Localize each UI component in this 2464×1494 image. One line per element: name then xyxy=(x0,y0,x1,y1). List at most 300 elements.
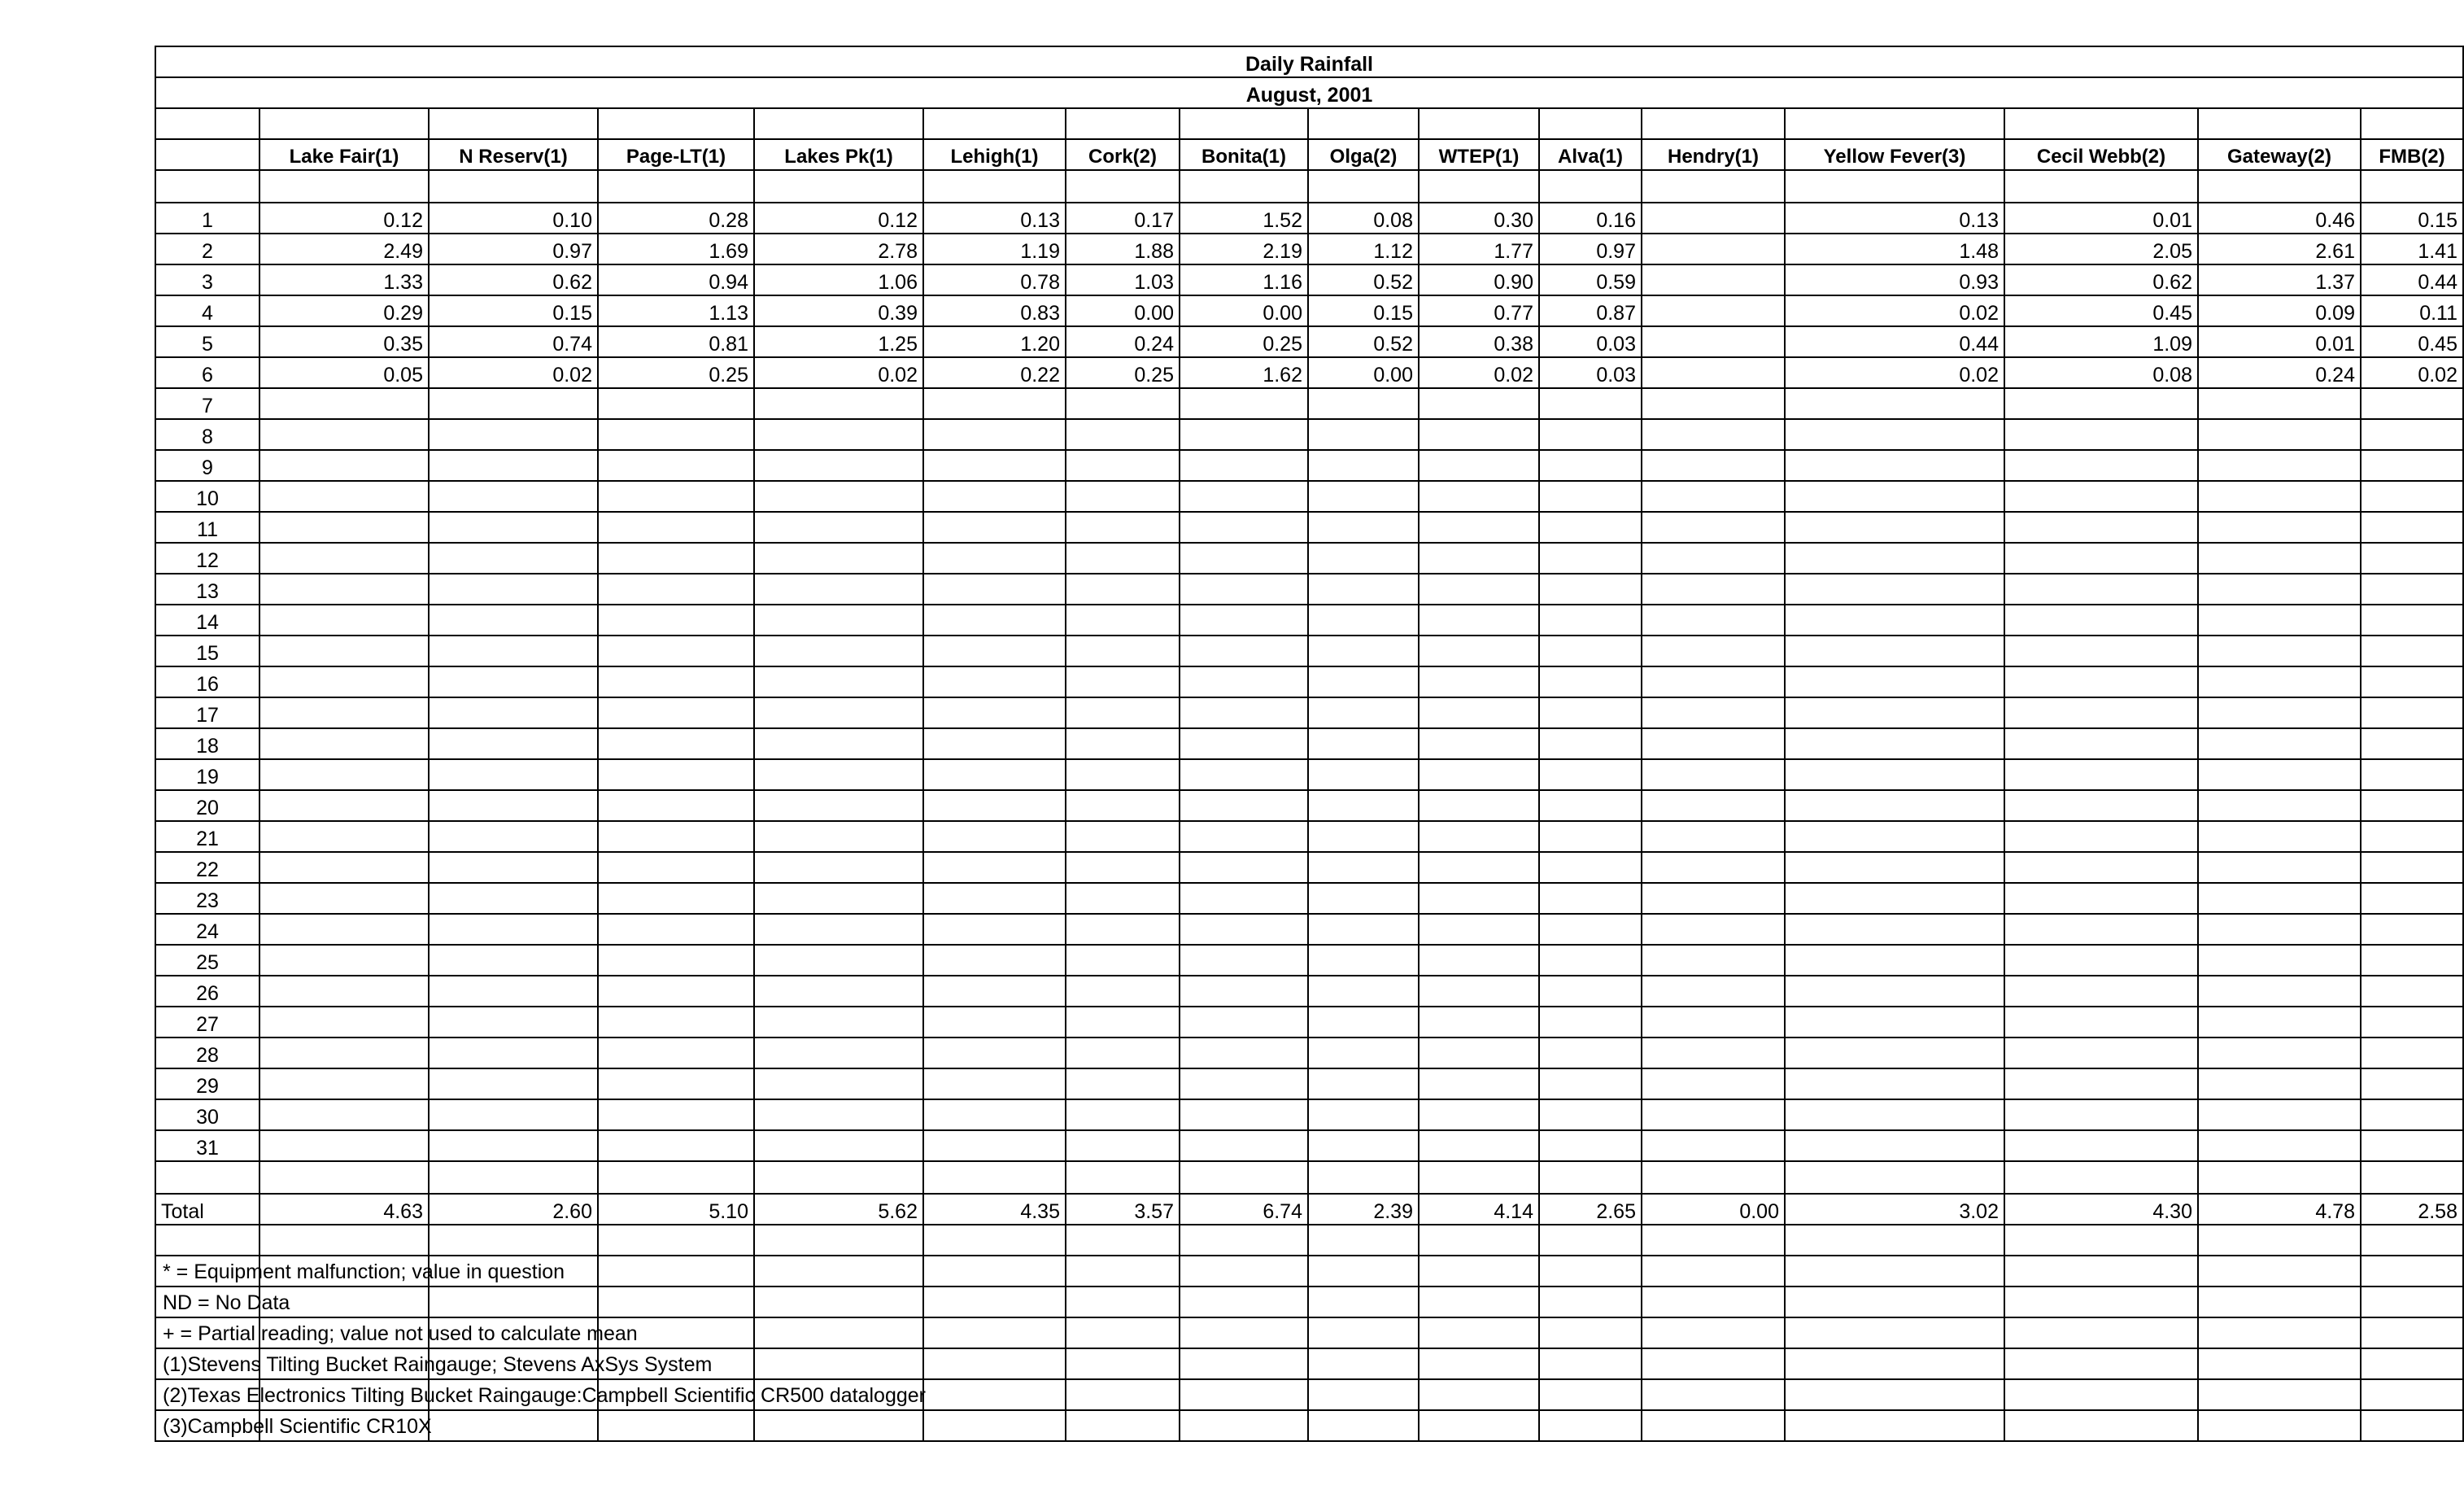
empty-cell[interactable] xyxy=(1419,419,1539,450)
empty-cell[interactable] xyxy=(1066,388,1180,419)
empty-cell[interactable] xyxy=(1539,636,1642,666)
empty-cell[interactable] xyxy=(1539,883,1642,914)
empty-cell[interactable] xyxy=(1785,790,2004,821)
empty-cell[interactable] xyxy=(754,419,923,450)
empty-cell[interactable] xyxy=(1308,1225,1419,1256)
empty-cell[interactable] xyxy=(155,1161,259,1194)
empty-cell[interactable] xyxy=(1642,1317,1785,1348)
empty-cell[interactable] xyxy=(754,1007,923,1038)
empty-cell[interactable] xyxy=(754,1317,923,1348)
empty-cell[interactable] xyxy=(1785,759,2004,790)
empty-cell[interactable] xyxy=(1308,728,1419,759)
empty-cell[interactable] xyxy=(1419,883,1539,914)
empty-cell[interactable] xyxy=(754,697,923,728)
empty-cell[interactable] xyxy=(1308,636,1419,666)
empty-cell[interactable] xyxy=(923,170,1066,203)
empty-cell[interactable] xyxy=(1308,976,1419,1007)
empty-cell[interactable] xyxy=(2198,543,2361,574)
rainfall-value[interactable]: 0.08 xyxy=(1308,203,1419,234)
column-header[interactable]: Bonita(1) xyxy=(1180,139,1308,170)
empty-cell[interactable] xyxy=(2361,821,2463,852)
rainfall-value[interactable]: 0.45 xyxy=(2361,326,2463,357)
empty-cell[interactable] xyxy=(2198,1161,2361,1194)
empty-cell[interactable] xyxy=(1180,1256,1308,1286)
rainfall-value[interactable]: 0.13 xyxy=(923,203,1066,234)
empty-cell[interactable] xyxy=(1419,1348,1539,1379)
empty-cell[interactable] xyxy=(429,388,598,419)
rainfall-value[interactable]: 1.13 xyxy=(598,295,754,326)
empty-cell[interactable] xyxy=(598,388,754,419)
empty-cell[interactable] xyxy=(1539,1038,1642,1068)
empty-cell[interactable] xyxy=(598,1225,754,1256)
rainfall-value[interactable]: 1.69 xyxy=(598,234,754,264)
empty-cell[interactable] xyxy=(1642,170,1785,203)
empty-cell[interactable] xyxy=(923,1038,1066,1068)
empty-cell[interactable] xyxy=(598,1007,754,1038)
day-number[interactable]: 2 xyxy=(155,234,259,264)
total-value[interactable]: 2.60 xyxy=(429,1194,598,1225)
rainfall-value[interactable]: 0.38 xyxy=(1419,326,1539,357)
rainfall-value[interactable]: 2.78 xyxy=(754,234,923,264)
empty-cell[interactable] xyxy=(2004,450,2198,481)
empty-cell[interactable] xyxy=(1539,543,1642,574)
empty-cell[interactable] xyxy=(2004,1410,2198,1441)
rainfall-value[interactable]: 1.06 xyxy=(754,264,923,295)
empty-cell[interactable] xyxy=(1180,1410,1308,1441)
empty-cell[interactable] xyxy=(155,139,259,170)
footnote-cell[interactable] xyxy=(155,1348,713,1379)
empty-cell[interactable] xyxy=(1180,666,1308,697)
empty-cell[interactable] xyxy=(1180,636,1308,666)
empty-cell[interactable] xyxy=(598,512,754,543)
empty-cell[interactable] xyxy=(429,1410,598,1441)
empty-cell[interactable] xyxy=(1419,1256,1539,1286)
empty-cell[interactable] xyxy=(259,543,429,574)
empty-cell[interactable] xyxy=(1308,914,1419,945)
rainfall-value[interactable]: 0.25 xyxy=(598,357,754,388)
empty-cell[interactable] xyxy=(1180,883,1308,914)
empty-cell[interactable] xyxy=(1308,821,1419,852)
empty-cell[interactable] xyxy=(2004,170,2198,203)
table-subtitle[interactable]: August, 2001 xyxy=(155,77,2463,108)
empty-cell[interactable] xyxy=(1066,1007,1180,1038)
empty-cell[interactable] xyxy=(259,945,429,976)
empty-cell[interactable] xyxy=(2004,666,2198,697)
empty-cell[interactable] xyxy=(1180,543,1308,574)
day-number[interactable]: 5 xyxy=(155,326,259,357)
rainfall-value[interactable]: 0.11 xyxy=(2361,295,2463,326)
empty-cell[interactable] xyxy=(2198,388,2361,419)
empty-cell[interactable] xyxy=(754,790,923,821)
empty-cell[interactable] xyxy=(429,1099,598,1130)
empty-cell[interactable] xyxy=(1642,636,1785,666)
empty-cell[interactable] xyxy=(1539,852,1642,883)
empty-cell[interactable] xyxy=(923,1286,1066,1317)
total-value[interactable]: 3.57 xyxy=(1066,1194,1180,1225)
empty-cell[interactable] xyxy=(2004,945,2198,976)
empty-cell[interactable] xyxy=(2361,481,2463,512)
rainfall-value[interactable]: 1.48 xyxy=(1785,234,2004,264)
empty-cell[interactable] xyxy=(1785,976,2004,1007)
empty-cell[interactable] xyxy=(1419,1379,1539,1410)
empty-cell[interactable] xyxy=(2198,481,2361,512)
empty-cell[interactable] xyxy=(2198,1256,2361,1286)
empty-cell[interactable] xyxy=(1642,666,1785,697)
total-value[interactable]: 3.02 xyxy=(1785,1194,2004,1225)
empty-cell[interactable] xyxy=(2361,388,2463,419)
empty-cell[interactable] xyxy=(1419,1225,1539,1256)
empty-cell[interactable] xyxy=(1308,697,1419,728)
empty-cell[interactable] xyxy=(2198,821,2361,852)
empty-cell[interactable] xyxy=(754,1068,923,1099)
empty-cell[interactable] xyxy=(1308,790,1419,821)
rainfall-value[interactable]: 2.05 xyxy=(2004,234,2198,264)
empty-cell[interactable] xyxy=(1308,1286,1419,1317)
empty-cell[interactable] xyxy=(2361,1379,2463,1410)
empty-cell[interactable] xyxy=(1539,945,1642,976)
empty-cell[interactable] xyxy=(1308,481,1419,512)
footnote-cell[interactable] xyxy=(155,1256,565,1286)
empty-cell[interactable] xyxy=(923,1130,1066,1161)
empty-cell[interactable] xyxy=(1066,450,1180,481)
empty-cell[interactable] xyxy=(754,636,923,666)
empty-cell[interactable] xyxy=(1308,450,1419,481)
empty-cell[interactable] xyxy=(2361,883,2463,914)
rainfall-value[interactable]: 1.03 xyxy=(1066,264,1180,295)
total-value[interactable]: 5.62 xyxy=(754,1194,923,1225)
empty-cell[interactable] xyxy=(2361,512,2463,543)
rainfall-value[interactable]: 0.77 xyxy=(1419,295,1539,326)
empty-cell[interactable] xyxy=(923,419,1066,450)
empty-cell[interactable] xyxy=(1785,450,2004,481)
empty-cell[interactable] xyxy=(754,883,923,914)
empty-cell[interactable] xyxy=(1419,450,1539,481)
empty-cell[interactable] xyxy=(1785,388,2004,419)
empty-cell[interactable] xyxy=(2004,852,2198,883)
empty-cell[interactable] xyxy=(2198,170,2361,203)
empty-cell[interactable] xyxy=(155,108,259,139)
empty-cell[interactable] xyxy=(1180,759,1308,790)
empty-cell[interactable] xyxy=(1539,108,1642,139)
total-value[interactable]: 2.65 xyxy=(1539,1194,1642,1225)
empty-cell[interactable] xyxy=(1180,388,1308,419)
empty-cell[interactable] xyxy=(1419,666,1539,697)
footnote-cell[interactable] xyxy=(155,1410,432,1441)
empty-cell[interactable] xyxy=(1785,574,2004,605)
rainfall-value[interactable]: 0.03 xyxy=(1539,326,1642,357)
day-number[interactable]: 3 xyxy=(155,264,259,295)
empty-cell[interactable] xyxy=(1180,852,1308,883)
empty-cell[interactable] xyxy=(259,883,429,914)
empty-cell[interactable] xyxy=(1642,728,1785,759)
rainfall-value[interactable]: 0.78 xyxy=(923,264,1066,295)
empty-cell[interactable] xyxy=(1785,1099,2004,1130)
empty-cell[interactable] xyxy=(259,605,429,636)
rainfall-value[interactable]: 0.25 xyxy=(1180,326,1308,357)
empty-cell[interactable] xyxy=(1419,852,1539,883)
empty-cell[interactable] xyxy=(923,1068,1066,1099)
empty-cell[interactable] xyxy=(2004,1379,2198,1410)
total-value[interactable]: 4.63 xyxy=(259,1194,429,1225)
empty-cell[interactable] xyxy=(923,1007,1066,1038)
rainfall-value[interactable]: 0.24 xyxy=(2198,357,2361,388)
empty-cell[interactable] xyxy=(923,1379,1066,1410)
empty-cell[interactable] xyxy=(259,1038,429,1068)
empty-cell[interactable] xyxy=(1785,1410,2004,1441)
empty-cell[interactable] xyxy=(1785,728,2004,759)
empty-cell[interactable] xyxy=(1539,976,1642,1007)
empty-cell[interactable] xyxy=(429,543,598,574)
empty-cell[interactable] xyxy=(1419,636,1539,666)
empty-cell[interactable] xyxy=(598,108,754,139)
empty-cell[interactable] xyxy=(1419,821,1539,852)
empty-cell[interactable] xyxy=(1180,790,1308,821)
empty-cell[interactable] xyxy=(1180,1379,1308,1410)
empty-cell[interactable] xyxy=(923,697,1066,728)
empty-cell[interactable] xyxy=(2198,512,2361,543)
day-number[interactable]: 30 xyxy=(155,1099,259,1130)
empty-cell[interactable] xyxy=(2004,1068,2198,1099)
empty-cell[interactable] xyxy=(598,1410,754,1441)
empty-cell[interactable] xyxy=(1539,1348,1642,1379)
empty-cell[interactable] xyxy=(2361,914,2463,945)
empty-cell[interactable] xyxy=(1308,1007,1419,1038)
empty-cell[interactable] xyxy=(1066,1379,1180,1410)
empty-cell[interactable] xyxy=(923,945,1066,976)
empty-cell[interactable] xyxy=(2004,1348,2198,1379)
empty-cell[interactable] xyxy=(259,108,429,139)
empty-cell[interactable] xyxy=(598,481,754,512)
rainfall-value[interactable] xyxy=(1642,264,1785,295)
empty-cell[interactable] xyxy=(259,728,429,759)
empty-cell[interactable] xyxy=(2198,883,2361,914)
total-value[interactable]: 4.14 xyxy=(1419,1194,1539,1225)
empty-cell[interactable] xyxy=(923,605,1066,636)
empty-cell[interactable] xyxy=(2004,914,2198,945)
day-number[interactable]: 19 xyxy=(155,759,259,790)
empty-cell[interactable] xyxy=(2198,728,2361,759)
empty-cell[interactable] xyxy=(1419,697,1539,728)
empty-cell[interactable] xyxy=(1066,728,1180,759)
empty-cell[interactable] xyxy=(2198,108,2361,139)
empty-cell[interactable] xyxy=(1419,605,1539,636)
column-header[interactable]: Lakes Pk(1) xyxy=(754,139,923,170)
day-number[interactable]: 21 xyxy=(155,821,259,852)
day-number[interactable]: 27 xyxy=(155,1007,259,1038)
empty-cell[interactable] xyxy=(598,697,754,728)
empty-cell[interactable] xyxy=(1785,1068,2004,1099)
empty-cell[interactable] xyxy=(1066,666,1180,697)
total-value[interactable]: 2.39 xyxy=(1308,1194,1419,1225)
empty-cell[interactable] xyxy=(2004,388,2198,419)
rainfall-value[interactable]: 0.15 xyxy=(2361,203,2463,234)
empty-cell[interactable] xyxy=(1539,512,1642,543)
empty-cell[interactable] xyxy=(1642,976,1785,1007)
empty-cell[interactable] xyxy=(2004,512,2198,543)
empty-cell[interactable] xyxy=(429,697,598,728)
empty-cell[interactable] xyxy=(754,852,923,883)
empty-cell[interactable] xyxy=(1308,388,1419,419)
empty-cell[interactable] xyxy=(1785,852,2004,883)
rainfall-value[interactable]: 1.88 xyxy=(1066,234,1180,264)
empty-cell[interactable] xyxy=(1180,697,1308,728)
rainfall-value[interactable]: 1.25 xyxy=(754,326,923,357)
empty-cell[interactable] xyxy=(2004,1161,2198,1194)
total-value[interactable]: 4.35 xyxy=(923,1194,1066,1225)
empty-cell[interactable] xyxy=(754,759,923,790)
column-header[interactable]: FMB(2) xyxy=(2361,139,2463,170)
day-number[interactable]: 11 xyxy=(155,512,259,543)
empty-cell[interactable] xyxy=(1539,1161,1642,1194)
empty-cell[interactable] xyxy=(754,1286,923,1317)
empty-cell[interactable] xyxy=(598,821,754,852)
empty-cell[interactable] xyxy=(923,388,1066,419)
rainfall-value[interactable]: 0.52 xyxy=(1308,326,1419,357)
empty-cell[interactable] xyxy=(1180,1007,1308,1038)
empty-cell[interactable] xyxy=(1785,1130,2004,1161)
empty-cell[interactable] xyxy=(1539,1256,1642,1286)
empty-cell[interactable] xyxy=(2361,419,2463,450)
empty-cell[interactable] xyxy=(1066,1068,1180,1099)
empty-cell[interactable] xyxy=(1419,1130,1539,1161)
empty-cell[interactable] xyxy=(1308,945,1419,976)
empty-cell[interactable] xyxy=(1642,1348,1785,1379)
empty-cell[interactable] xyxy=(1642,883,1785,914)
rainfall-value[interactable]: 0.12 xyxy=(754,203,923,234)
empty-cell[interactable] xyxy=(1642,1379,1785,1410)
empty-cell[interactable] xyxy=(1180,574,1308,605)
empty-cell[interactable] xyxy=(2004,605,2198,636)
empty-cell[interactable] xyxy=(1308,1256,1419,1286)
empty-cell[interactable] xyxy=(1066,636,1180,666)
empty-cell[interactable] xyxy=(2361,790,2463,821)
empty-cell[interactable] xyxy=(1642,759,1785,790)
rainfall-value[interactable]: 0.02 xyxy=(1785,357,2004,388)
empty-cell[interactable] xyxy=(2361,945,2463,976)
day-number[interactable]: 26 xyxy=(155,976,259,1007)
empty-cell[interactable] xyxy=(1180,605,1308,636)
footnote-cell[interactable] xyxy=(155,1286,290,1317)
empty-cell[interactable] xyxy=(1642,1130,1785,1161)
empty-cell[interactable] xyxy=(1180,170,1308,203)
empty-cell[interactable] xyxy=(259,574,429,605)
rainfall-value[interactable]: 0.24 xyxy=(1066,326,1180,357)
empty-cell[interactable] xyxy=(2361,450,2463,481)
empty-cell[interactable] xyxy=(429,1130,598,1161)
empty-cell[interactable] xyxy=(1642,1099,1785,1130)
rainfall-value[interactable]: 1.33 xyxy=(259,264,429,295)
rainfall-value[interactable]: 0.15 xyxy=(1308,295,1419,326)
empty-cell[interactable] xyxy=(2361,170,2463,203)
empty-cell[interactable] xyxy=(259,636,429,666)
total-value[interactable]: 4.78 xyxy=(2198,1194,2361,1225)
empty-cell[interactable] xyxy=(1785,821,2004,852)
rainfall-value[interactable]: 0.01 xyxy=(2004,203,2198,234)
empty-cell[interactable] xyxy=(1308,512,1419,543)
empty-cell[interactable] xyxy=(1066,1256,1180,1286)
empty-cell[interactable] xyxy=(429,883,598,914)
empty-cell[interactable] xyxy=(923,574,1066,605)
empty-cell[interactable] xyxy=(1180,914,1308,945)
empty-cell[interactable] xyxy=(923,1256,1066,1286)
empty-cell[interactable] xyxy=(1785,512,2004,543)
empty-cell[interactable] xyxy=(2198,1007,2361,1038)
empty-cell[interactable] xyxy=(754,1410,923,1441)
rainfall-value[interactable]: 0.25 xyxy=(1066,357,1180,388)
rainfall-value[interactable]: 0.08 xyxy=(2004,357,2198,388)
rainfall-value[interactable]: 2.19 xyxy=(1180,234,1308,264)
empty-cell[interactable] xyxy=(1642,1038,1785,1068)
empty-cell[interactable] xyxy=(259,1161,429,1194)
column-header[interactable]: Yellow Fever(3) xyxy=(1785,139,2004,170)
empty-cell[interactable] xyxy=(923,512,1066,543)
column-header[interactable]: Page-LT(1) xyxy=(598,139,754,170)
empty-cell[interactable] xyxy=(1642,1256,1785,1286)
empty-cell[interactable] xyxy=(259,697,429,728)
day-number[interactable]: 13 xyxy=(155,574,259,605)
empty-cell[interactable] xyxy=(1419,108,1539,139)
empty-cell[interactable] xyxy=(2004,1099,2198,1130)
empty-cell[interactable] xyxy=(1642,388,1785,419)
day-number[interactable]: 24 xyxy=(155,914,259,945)
empty-cell[interactable] xyxy=(2361,543,2463,574)
empty-cell[interactable] xyxy=(1642,574,1785,605)
column-header[interactable]: WTEP(1) xyxy=(1419,139,1539,170)
column-header[interactable]: Lehigh(1) xyxy=(923,139,1066,170)
empty-cell[interactable] xyxy=(1785,1256,2004,1286)
empty-cell[interactable] xyxy=(2361,1348,2463,1379)
column-header[interactable]: Alva(1) xyxy=(1539,139,1642,170)
empty-cell[interactable] xyxy=(2198,419,2361,450)
empty-cell[interactable] xyxy=(923,1099,1066,1130)
empty-cell[interactable] xyxy=(1180,1348,1308,1379)
empty-cell[interactable] xyxy=(598,914,754,945)
empty-cell[interactable] xyxy=(1180,1161,1308,1194)
rainfall-value[interactable]: 0.44 xyxy=(2361,264,2463,295)
empty-cell[interactable] xyxy=(1785,1286,2004,1317)
empty-cell[interactable] xyxy=(2004,697,2198,728)
empty-cell[interactable] xyxy=(598,605,754,636)
empty-cell[interactable] xyxy=(754,108,923,139)
empty-cell[interactable] xyxy=(1785,419,2004,450)
empty-cell[interactable] xyxy=(1642,481,1785,512)
empty-cell[interactable] xyxy=(1419,574,1539,605)
empty-cell[interactable] xyxy=(1066,1317,1180,1348)
empty-cell[interactable] xyxy=(1308,1410,1419,1441)
empty-cell[interactable] xyxy=(1642,1286,1785,1317)
rainfall-value[interactable]: 1.16 xyxy=(1180,264,1308,295)
empty-cell[interactable] xyxy=(923,481,1066,512)
empty-cell[interactable] xyxy=(2198,759,2361,790)
empty-cell[interactable] xyxy=(923,728,1066,759)
empty-cell[interactable] xyxy=(1308,170,1419,203)
empty-cell[interactable] xyxy=(1180,1099,1308,1130)
rainfall-value[interactable]: 2.61 xyxy=(2198,234,2361,264)
empty-cell[interactable] xyxy=(598,1099,754,1130)
empty-cell[interactable] xyxy=(923,636,1066,666)
empty-cell[interactable] xyxy=(1642,1225,1785,1256)
empty-cell[interactable] xyxy=(1419,1286,1539,1317)
empty-cell[interactable] xyxy=(1308,1099,1419,1130)
empty-cell[interactable] xyxy=(429,605,598,636)
empty-cell[interactable] xyxy=(2004,790,2198,821)
rainfall-value[interactable]: 0.90 xyxy=(1419,264,1539,295)
rainfall-value[interactable]: 0.93 xyxy=(1785,264,2004,295)
empty-cell[interactable] xyxy=(2004,1130,2198,1161)
empty-cell[interactable] xyxy=(2361,1286,2463,1317)
rainfall-value[interactable]: 0.02 xyxy=(2361,357,2463,388)
empty-cell[interactable] xyxy=(1180,1317,1308,1348)
